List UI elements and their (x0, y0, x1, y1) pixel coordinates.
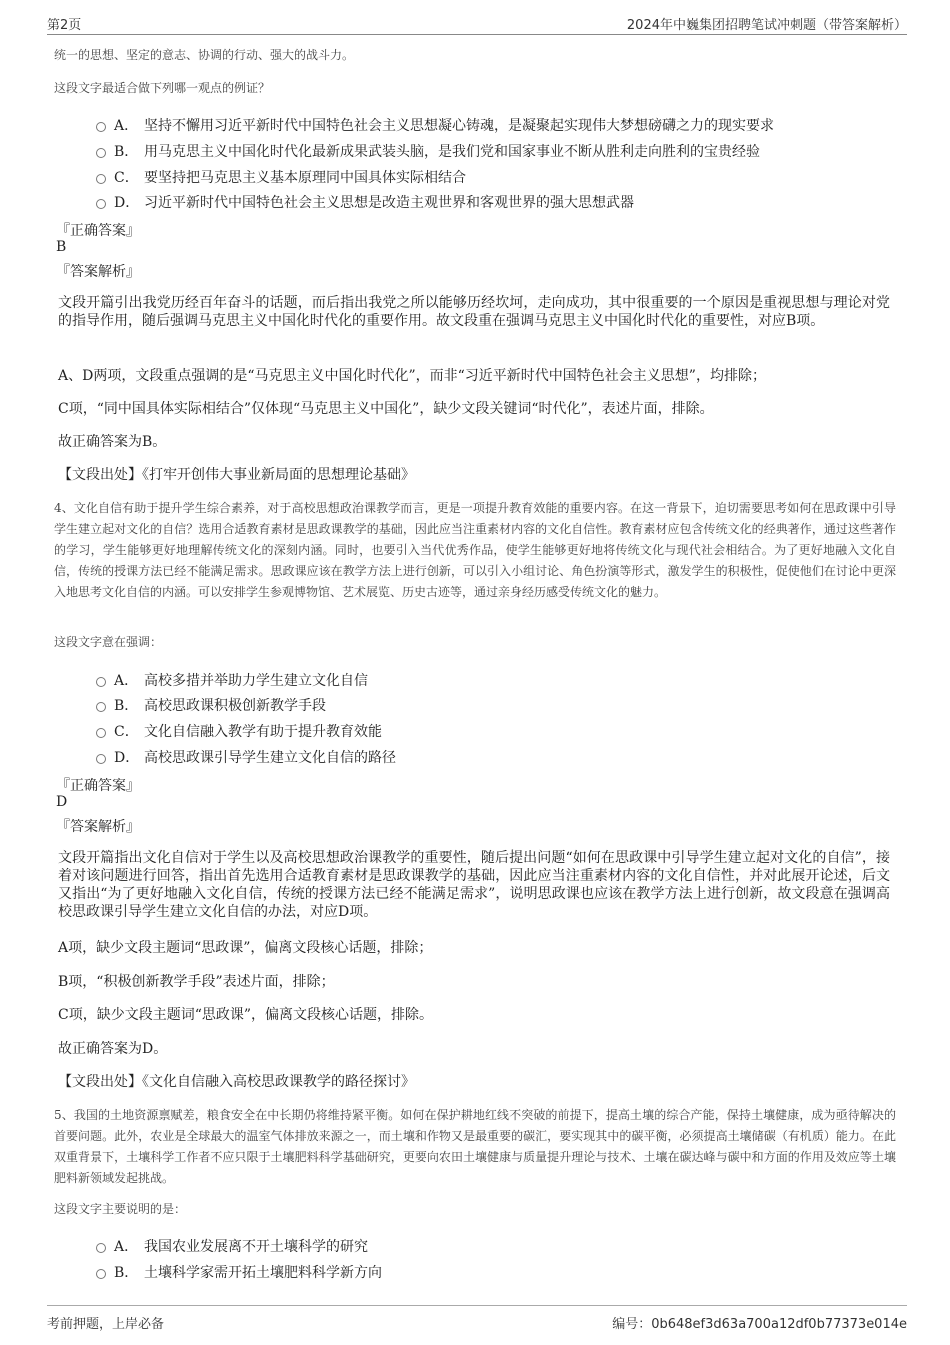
q3-analysis: 文段开篇引出我党历经百年奋斗的话题，而后指出我党之所以能够历经坎坷，走向成功，其中很重要的一个原因是重视思想与理论对党的指导作用，随后强调马克思主义中国化时代化的重要作用。故文段重在强调马克思主义中国化时代化的重要性，对应B项。 (58, 295, 890, 329)
radio-icon[interactable] (96, 122, 106, 132)
radio-icon[interactable] (96, 754, 106, 764)
q3-stem-continuation: 统一的思想、坚定的意志、协调的行动、强大的战斗力。 (54, 48, 355, 62)
q4-note-a: A项，缺少文段主题词“思政课”，偏离文段核心话题，排除； (58, 940, 433, 956)
document-title: 2024年中巍集团招聘笔试冲刺题（带答案解析） (626, 18, 907, 33)
q4-note-b: B项，“积极创新教学手段”表述片面，排除； (58, 974, 335, 990)
radio-icon[interactable] (96, 174, 106, 184)
q3-prompt: 这段文字最适合做下列哪一观点的例证？ (54, 81, 271, 95)
q4-source: 【文段出处】《文化自信融入高校思政课教学的路径探讨》 (58, 1074, 415, 1090)
q4-analysis: 文段开篇指出文化自信对于学生以及高校思想政治课教学的重要性，随后提出问题“如何在思政课中引导学生建立起对文化的自信”，接着对该问题进行回答，指出首先选用合适教育素材是思政课教学的基础，因此应当注重素材内容的文化自信性，并对此展开论述，后文又指出“为了更好地融入文化自信，传统的授课方法已经不能满足需求”，说明思政课也应该在教学方法上进行创新，故文段意在强调高校思政课引导学生建立文化自信的办法，对应D项。 (58, 850, 890, 920)
q4-conclusion: 故正确答案为D。 (58, 1041, 168, 1057)
page-number: 第2页 (47, 18, 82, 33)
q5-stem: 5、我国的土地资源禀赋差，粮食安全在中长期仍将维持紧平衡。如何在保护耕地红线不突破的前提下，提高土壤的综合产能，保持土壤健康，成为亟待解决的首要问题。此外，农业是全球最大的温室气体排放来源之一，而土壤和作物又是最重要的碳汇，要实现其中的碳平衡，必须提高土壤储碳（有机质）能力。在此双重背景下，土壤科学工作者不应只限于土壤肥料科学基础研究，更要向农田土壤健康与质量提升理论与技术、土壤在碳达峰与碳中和方面的作用及效应等土壤肥料新领域发起挑战。 (54, 1108, 896, 1185)
q4-note-c: C项，缺少文段主题词“思政课”，偏离文段核心话题，排除。 (58, 1007, 434, 1023)
footer-slogan: 考前押题，上岸必备 (47, 1317, 165, 1332)
q4-stem: 4、文化自信有助于提升学生综合素养，对于高校思想政治课教学而言，更是一项提升教育效能的重要内容。在这一背景下，迫切需要思考如何在思政课中引导学生建立起对文化的自信？选用合适教育素材是思政课教学的基础，因此应当注重素材内容的文化自信性。教育素材应包含传统文化的经典著作，通过这些著作的学习，学生能够更好地理解传统文化的深刻内涵。同时，也要引入当代优秀作品，使学生能够更好地将传统文化与现代社会相结合。为了更好地融入文化自信，传统的授课方法已经不能满足需求。思政课应该在教学方法上进行创新，可以引入小组讨论、角色扮演等形式，激发学生的积极性，促使他们在讨论中更深入地思考文化自信的内涵。可以安排学生参观博物馆、艺术展览、历史古迹等，通过亲身经历感受传统文化的魅力。 (54, 501, 896, 599)
page-header (47, 12, 907, 35)
q3-note-c: C项，“同中国具体实际相结合”仅体现“马克思主义中国化”，缺少文段关键词“时代化”，表述片面，排除。 (58, 401, 714, 417)
q3-answer-label: 『正确答案』 (56, 223, 140, 239)
q3-analysis-label: 『答案解析』 (56, 264, 140, 280)
radio-icon[interactable] (96, 728, 106, 738)
radio-icon[interactable] (96, 148, 106, 158)
radio-icon[interactable] (96, 677, 106, 687)
q4-analysis-label: 『答案解析』 (56, 819, 140, 835)
q3-answer: B (56, 239, 67, 255)
radio-icon[interactable] (96, 1269, 106, 1279)
q4-answer-label: 『正确答案』 (56, 778, 140, 794)
q3-source: 【文段出处】《打牢开创伟大事业新局面的思想理论基础》 (58, 467, 415, 483)
q3-note-ad: A、D两项，文段重点强调的是“马克思主义中国化时代化”，而非“习近平新时代中国特色社会主义思想”，均排除； (58, 368, 766, 384)
radio-icon[interactable] (96, 702, 106, 712)
q4-answer: D (56, 794, 68, 810)
page-footer (47, 1305, 907, 1336)
radio-icon[interactable] (96, 1243, 106, 1253)
document-id: 编号：0b648ef3d63a700a12df0b77373e014e (612, 1317, 907, 1332)
q4-prompt: 这段文字意在强调： (54, 635, 163, 649)
q3-conclusion: 故正确答案为B。 (58, 434, 167, 450)
q5-prompt: 这段文字主要说明的是： (54, 1202, 187, 1216)
radio-icon[interactable] (96, 199, 106, 209)
